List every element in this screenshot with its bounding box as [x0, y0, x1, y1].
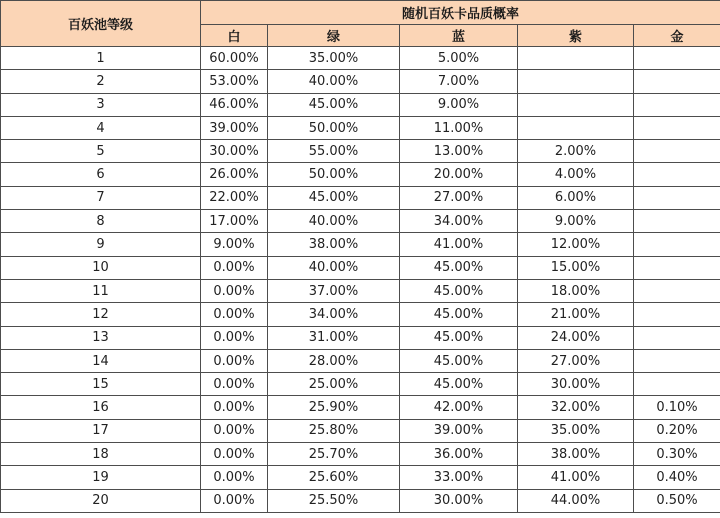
- level-cell: 18: [1, 443, 201, 466]
- green-probability-cell: 31.00%: [268, 326, 400, 349]
- blue-probability-cell: 33.00%: [400, 466, 518, 489]
- level-cell: 4: [1, 116, 201, 139]
- purple-probability-cell: [518, 47, 634, 70]
- purple-probability-cell: [518, 116, 634, 139]
- green-probability-cell: 45.00%: [268, 186, 400, 209]
- level-cell: 1: [1, 47, 201, 70]
- purple-probability-cell: [518, 70, 634, 93]
- quality-header-green: 绿: [268, 25, 400, 47]
- gold-probability-cell: [634, 47, 720, 70]
- blue-probability-cell: 30.00%: [400, 489, 518, 512]
- gold-probability-cell: 0.40%: [634, 466, 720, 489]
- level-cell: 14: [1, 349, 201, 372]
- gold-probability-cell: [634, 210, 720, 233]
- table-header: [1, 1, 720, 47]
- table-row: [1, 373, 720, 396]
- blue-probability-cell: 5.00%: [400, 47, 518, 70]
- purple-probability-cell: 4.00%: [518, 163, 634, 186]
- purple-probability-cell: 2.00%: [518, 140, 634, 163]
- gold-probability-cell: [634, 303, 720, 326]
- white-probability-cell: 17.00%: [201, 210, 268, 233]
- blue-probability-cell: 39.00%: [400, 419, 518, 442]
- quality-header-purple: 紫: [518, 25, 634, 47]
- white-probability-cell: 0.00%: [201, 419, 268, 442]
- green-probability-cell: 25.60%: [268, 466, 400, 489]
- green-probability-cell: 40.00%: [268, 70, 400, 93]
- white-probability-cell: 0.00%: [201, 373, 268, 396]
- gold-probability-cell: 0.20%: [634, 419, 720, 442]
- white-probability-cell: 0.00%: [201, 466, 268, 489]
- quality-group-header: 随机百妖卡品质概率: [201, 1, 720, 25]
- level-cell: 19: [1, 466, 201, 489]
- quality-header-gold: 金: [634, 25, 720, 47]
- purple-probability-cell: 6.00%: [518, 186, 634, 209]
- gold-probability-cell: [634, 140, 720, 163]
- table-row: [1, 210, 720, 233]
- blue-probability-cell: 34.00%: [400, 210, 518, 233]
- gold-probability-cell: 0.30%: [634, 443, 720, 466]
- purple-probability-cell: 24.00%: [518, 326, 634, 349]
- blue-probability-cell: 45.00%: [400, 303, 518, 326]
- gold-probability-cell: [634, 70, 720, 93]
- purple-probability-cell: 12.00%: [518, 233, 634, 256]
- level-cell: 9: [1, 233, 201, 256]
- white-probability-cell: 0.00%: [201, 396, 268, 419]
- white-probability-cell: 0.00%: [201, 256, 268, 279]
- purple-probability-cell: 27.00%: [518, 349, 634, 372]
- purple-probability-cell: [518, 93, 634, 116]
- table-row: [1, 326, 720, 349]
- white-probability-cell: 0.00%: [201, 303, 268, 326]
- purple-probability-cell: 21.00%: [518, 303, 634, 326]
- gold-probability-cell: [634, 186, 720, 209]
- gold-probability-cell: [634, 349, 720, 372]
- table-row: [1, 443, 720, 466]
- purple-probability-cell: 35.00%: [518, 419, 634, 442]
- white-probability-cell: 30.00%: [201, 140, 268, 163]
- level-cell: 7: [1, 186, 201, 209]
- gold-probability-cell: [634, 116, 720, 139]
- green-probability-cell: 55.00%: [268, 140, 400, 163]
- table-row: [1, 93, 720, 116]
- table-row: [1, 186, 720, 209]
- level-cell: 13: [1, 326, 201, 349]
- table-row: [1, 303, 720, 326]
- purple-probability-cell: 15.00%: [518, 256, 634, 279]
- table-row: [1, 163, 720, 186]
- purple-probability-cell: 41.00%: [518, 466, 634, 489]
- green-probability-cell: 25.00%: [268, 373, 400, 396]
- white-probability-cell: 0.00%: [201, 443, 268, 466]
- blue-probability-cell: 45.00%: [400, 256, 518, 279]
- purple-probability-cell: 30.00%: [518, 373, 634, 396]
- blue-probability-cell: 13.00%: [400, 140, 518, 163]
- purple-probability-cell: 18.00%: [518, 279, 634, 302]
- gold-probability-cell: [634, 373, 720, 396]
- green-probability-cell: 40.00%: [268, 210, 400, 233]
- white-probability-cell: 53.00%: [201, 70, 268, 93]
- blue-probability-cell: 11.00%: [400, 116, 518, 139]
- gold-probability-cell: [634, 93, 720, 116]
- quality-header-blue: 蓝: [400, 25, 518, 47]
- gold-probability-cell: [634, 256, 720, 279]
- green-probability-cell: 28.00%: [268, 349, 400, 372]
- gold-probability-cell: 0.10%: [634, 396, 720, 419]
- green-probability-cell: 40.00%: [268, 256, 400, 279]
- green-probability-cell: 25.70%: [268, 443, 400, 466]
- level-cell: 15: [1, 373, 201, 396]
- green-probability-cell: 35.00%: [268, 47, 400, 70]
- white-probability-cell: 0.00%: [201, 489, 268, 512]
- gold-probability-cell: [634, 163, 720, 186]
- green-probability-cell: 25.90%: [268, 396, 400, 419]
- gold-probability-cell: [634, 233, 720, 256]
- blue-probability-cell: 41.00%: [400, 233, 518, 256]
- blue-probability-cell: 45.00%: [400, 279, 518, 302]
- level-cell: 20: [1, 489, 201, 512]
- white-probability-cell: 26.00%: [201, 163, 268, 186]
- green-probability-cell: 50.00%: [268, 163, 400, 186]
- green-probability-cell: 34.00%: [268, 303, 400, 326]
- blue-probability-cell: 45.00%: [400, 349, 518, 372]
- table-row: [1, 489, 720, 512]
- blue-probability-cell: 36.00%: [400, 443, 518, 466]
- level-cell: 3: [1, 93, 201, 116]
- table-row: [1, 419, 720, 442]
- level-cell: 16: [1, 396, 201, 419]
- table-row: [1, 140, 720, 163]
- white-probability-cell: 46.00%: [201, 93, 268, 116]
- green-probability-cell: 37.00%: [268, 279, 400, 302]
- level-cell: 6: [1, 163, 201, 186]
- quality-header-white: 白: [201, 25, 268, 47]
- table-row: [1, 256, 720, 279]
- purple-probability-cell: 32.00%: [518, 396, 634, 419]
- green-probability-cell: 50.00%: [268, 116, 400, 139]
- white-probability-cell: 39.00%: [201, 116, 268, 139]
- table-row: [1, 279, 720, 302]
- blue-probability-cell: 42.00%: [400, 396, 518, 419]
- gold-probability-cell: [634, 326, 720, 349]
- white-probability-cell: 0.00%: [201, 349, 268, 372]
- table-row: [1, 233, 720, 256]
- purple-probability-cell: 9.00%: [518, 210, 634, 233]
- level-cell: 8: [1, 210, 201, 233]
- blue-probability-cell: 9.00%: [400, 93, 518, 116]
- table-row: [1, 70, 720, 93]
- green-probability-cell: 45.00%: [268, 93, 400, 116]
- level-cell: 5: [1, 140, 201, 163]
- blue-probability-cell: 20.00%: [400, 163, 518, 186]
- white-probability-cell: 60.00%: [201, 47, 268, 70]
- green-probability-cell: 25.50%: [268, 489, 400, 512]
- table-row: [1, 116, 720, 139]
- table-body: [1, 47, 720, 513]
- table-row: [1, 396, 720, 419]
- level-cell: 10: [1, 256, 201, 279]
- level-cell: 12: [1, 303, 201, 326]
- blue-probability-cell: 45.00%: [400, 373, 518, 396]
- white-probability-cell: 9.00%: [201, 233, 268, 256]
- white-probability-cell: 0.00%: [201, 279, 268, 302]
- level-cell: 17: [1, 419, 201, 442]
- white-probability-cell: 22.00%: [201, 186, 268, 209]
- level-column-header: 百妖池等级: [1, 1, 201, 47]
- gold-probability-cell: [634, 279, 720, 302]
- table-row: [1, 47, 720, 70]
- blue-probability-cell: 7.00%: [400, 70, 518, 93]
- white-probability-cell: 0.00%: [201, 326, 268, 349]
- green-probability-cell: 38.00%: [268, 233, 400, 256]
- blue-probability-cell: 45.00%: [400, 326, 518, 349]
- table-row: [1, 466, 720, 489]
- blue-probability-cell: 27.00%: [400, 186, 518, 209]
- purple-probability-cell: 44.00%: [518, 489, 634, 512]
- purple-probability-cell: 38.00%: [518, 443, 634, 466]
- gold-probability-cell: 0.50%: [634, 489, 720, 512]
- level-cell: 11: [1, 279, 201, 302]
- green-probability-cell: 25.80%: [268, 419, 400, 442]
- table-row: [1, 349, 720, 372]
- header-row-group: [1, 1, 720, 25]
- level-cell: 2: [1, 70, 201, 93]
